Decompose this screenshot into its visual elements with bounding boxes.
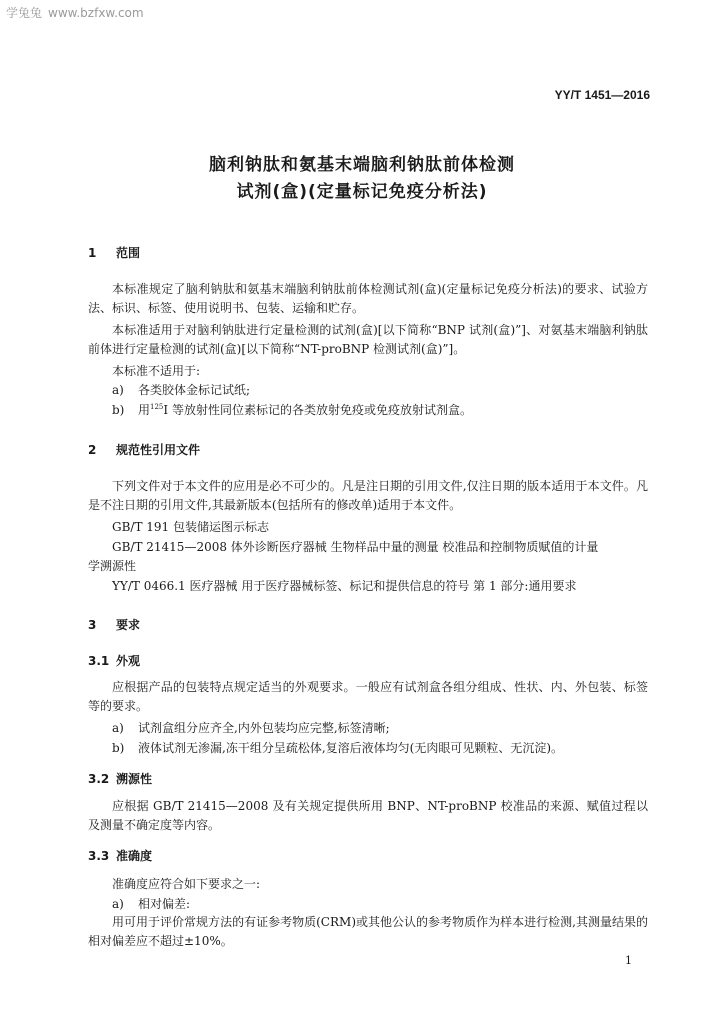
section-number: 3.1 <box>88 654 110 668</box>
section-title: 准确度 <box>116 849 153 863</box>
section-1-paragraph-2: 本标准适用于对脑利钠肽进行定量检测的试剂(盒)[以下简称“BNP 试剂(盒)”]、对氨基末端脑利钠肽前体进行定量检测的试剂(盒)[以下简称“NT-proBNP 检测试剂(盒)”]。 <box>88 323 648 356</box>
list-item <box>112 381 250 398</box>
section-title: 要求 <box>116 618 141 632</box>
list-item <box>112 739 563 756</box>
isotope-superscript: 125 <box>150 403 164 411</box>
list-marker: b) <box>112 403 125 417</box>
list-text: 相对偏差: <box>138 897 191 911</box>
list-text-prefix: 用 <box>138 403 151 417</box>
section-title: 范围 <box>116 246 141 260</box>
section-title: 规范性引用文件 <box>116 443 201 457</box>
list-item <box>112 719 390 736</box>
section-number: 1 <box>88 246 97 260</box>
section-title: 外观 <box>116 654 141 668</box>
section-3-2-heading <box>88 770 152 787</box>
list-text: 各类胶体金标记试纸; <box>138 383 251 397</box>
section-number: 3.3 <box>88 849 110 863</box>
section-1-paragraph-1: 本标准规定了脑利钠肽和氨基末端脑利钠肽前体检测试剂(盒)(定量标记免疫分析法)的要求、试验方法、标识、标签、使用说明书、包装、运输和贮存。 <box>88 282 648 315</box>
section-1-heading <box>88 244 140 261</box>
list-item <box>112 401 472 418</box>
section-title: 溯源性 <box>116 772 153 786</box>
list-marker: a) <box>112 383 124 397</box>
list-marker: b) <box>112 741 125 755</box>
reference-gbt-21415-continued: 学溯源性 <box>88 559 137 573</box>
reference-gbt-21415: GB/T 21415—2008 体外诊断医疗器械 生物样品中量的测量 校准品和控制物质赋值的计量 <box>112 540 599 554</box>
section-3-3-paragraph-2: 用可用于评价常规方法的有证参考物质(CRM)或其他公认的参考物质作为样本进行检测,其测量结果的相对偏差应不超过±10%。 <box>88 915 648 948</box>
section-number: 3.2 <box>88 772 110 786</box>
watermark-url: www.bzfxw.com <box>48 6 144 20</box>
list-text: 试剂盒组分应齐全,内外包装均应完整,标签清晰; <box>138 721 390 735</box>
list-text: I 等放射性同位素标记的各类放射免疫或免疫放射试剂盒。 <box>163 403 472 417</box>
section-3-3-heading <box>88 847 152 864</box>
page-number: 1 <box>625 954 632 967</box>
section-1-paragraph-3: 本标准不适用于: <box>112 364 201 378</box>
reference-yyt-0466: YY/T 0466.1 医疗器械 用于医疗器械标签、标记和提供信息的符号 第 1 部分:通用要求 <box>112 579 577 593</box>
reference-gbt-191: GB/T 191 包装储运图示标志 <box>112 520 269 534</box>
document-title-line-1: 脑利钠肽和氨基末端脑利钠肽前体检测 <box>209 155 515 175</box>
section-2-paragraph-1: 下列文件对于本文件的应用是必不可少的。凡是注日期的引用文件,仅注日期的版本适用于本文件。凡是不注日期的引用文件,其最新版本(包括所有的修改单)适用于本文件。 <box>88 479 648 512</box>
list-item <box>112 895 190 912</box>
section-3-1-heading <box>88 652 140 669</box>
section-number: 2 <box>88 443 97 457</box>
section-2-heading <box>88 441 200 458</box>
list-marker: a) <box>112 897 124 911</box>
section-3-1-paragraph-1: 应根据产品的包装特点规定适当的外观要求。一般应有试剂盒各组分组成、性状、内、外包装、标签等的要求。 <box>88 680 648 713</box>
section-number: 3 <box>88 618 97 632</box>
list-text: 液体试剂无渗漏,冻干组分呈疏松体,复溶后液体均匀(无肉眼可见颗粒、无沉淀)。 <box>138 741 563 755</box>
section-3-heading <box>88 616 140 633</box>
section-3-3-paragraph-1: 准确度应符合如下要求之一: <box>112 877 261 891</box>
document-title-line-2: 试剂(盒)(定量标记免疫分析法) <box>236 182 488 202</box>
standard-code: YY/T 1451—2016 <box>554 88 650 102</box>
list-marker: a) <box>112 721 124 735</box>
watermark <box>6 4 144 21</box>
watermark-site: 学兔兔 <box>6 6 43 20</box>
section-3-2-paragraph-1: 应根据 GB/T 21415—2008 及有关规定提供所用 BNP、NT-proBNP 校准品的来源、赋值过程以及测量不确定度等内容。 <box>88 799 648 832</box>
